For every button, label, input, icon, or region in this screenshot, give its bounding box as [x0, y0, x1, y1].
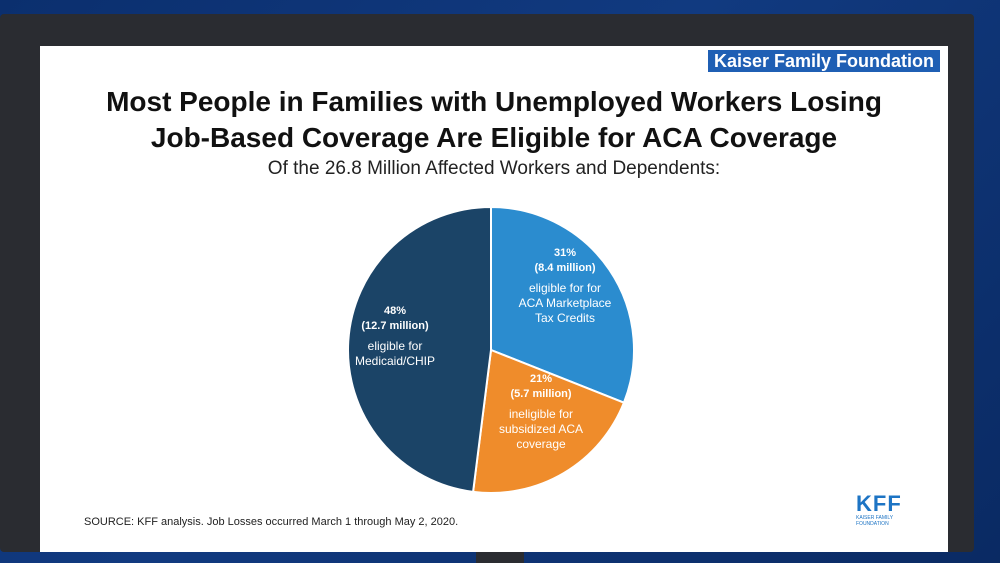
- chart-slide: [40, 46, 948, 552]
- monitor-frame: [0, 14, 974, 552]
- slice-description-label-3: eligible for: [367, 339, 423, 353]
- slice-percent-label-3: 48%: [383, 305, 407, 317]
- slice-description-label-2: subsidized ACA: [498, 422, 584, 436]
- slice-value-label-2: (5.7 million): [510, 388, 572, 400]
- slice-value-label-3: (12.7 million): [361, 320, 429, 332]
- slice-description-label-1: Tax Credits: [534, 311, 596, 325]
- slice-description-label-2: ineligible for: [508, 407, 574, 421]
- chart-title-line-2: Job-Based Coverage Are Eligible for ACA Coverage: [150, 122, 838, 153]
- chart-title-line-1: Most People in Families with Unemployed Workers Losing: [106, 86, 882, 117]
- kff-logo: [856, 493, 916, 527]
- pie-chart: [40, 46, 948, 516]
- slice-percent-label-2: 21%: [529, 373, 553, 385]
- source-note: SOURCE: KFF analysis. Job Losses occurred March 1 through May 2, 2020.: [84, 516, 459, 528]
- kff-logo-subtext-2: FOUNDATION: [856, 521, 889, 527]
- slice-description-label-1: ACA Marketplace: [518, 296, 612, 310]
- slice-percent-label-1: 31%: [553, 247, 577, 259]
- slice-description-label-2: coverage: [516, 437, 566, 451]
- slice-description-label-1: eligible for for: [528, 281, 602, 295]
- monitor-stand: [476, 552, 524, 563]
- slice-value-label-1: (8.4 million): [534, 262, 596, 274]
- kff-logo-subtext-1: KAISER FAMILY: [856, 515, 894, 521]
- kff-logo-mark: KFF: [856, 491, 902, 516]
- source-banner: Kaiser Family Foundation: [708, 50, 940, 72]
- slice-description-label-3: Medicaid/CHIP: [354, 354, 436, 368]
- chart-subtitle: Of the 26.8 Million Affected Workers and Dependents:: [267, 158, 721, 179]
